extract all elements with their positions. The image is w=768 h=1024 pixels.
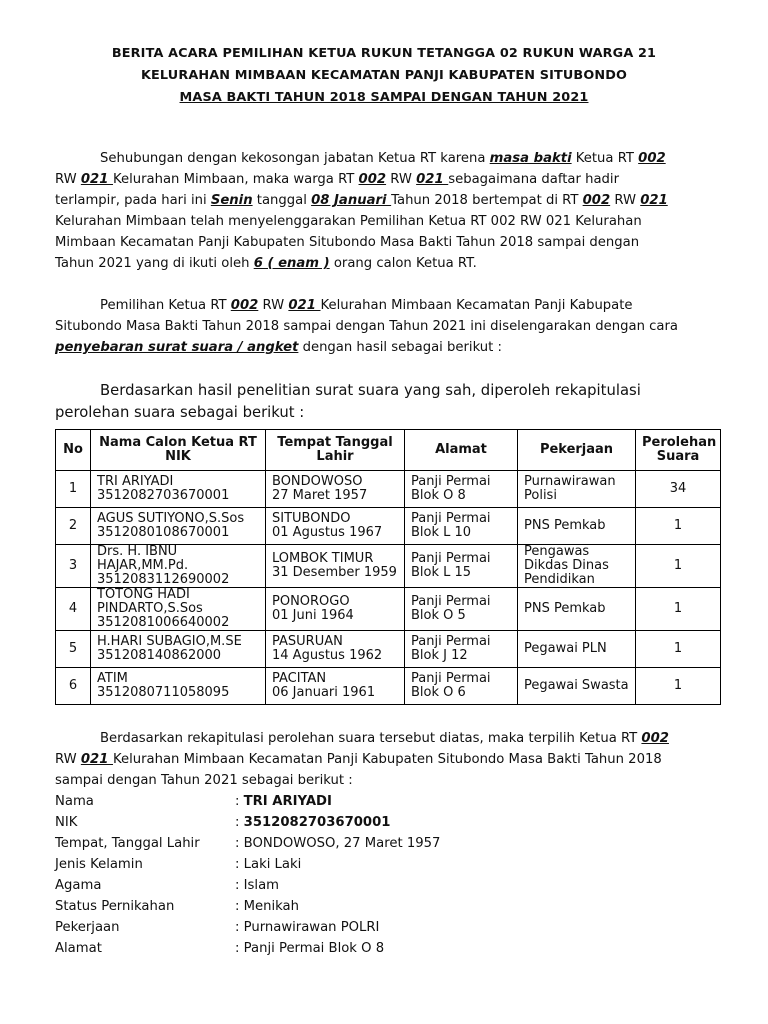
cell-alamat: [405, 668, 518, 705]
cell-no: 3: [56, 545, 91, 588]
doc-title-line-1: BERITA ACARA PEMILIHAN KETUA RUKUN TETANGGA 02 RUKUN WARGA 21: [111, 46, 657, 61]
detail-value: : Panji Permai Blok O 8: [235, 941, 385, 956]
detail-row: [55, 812, 715, 833]
cell-alamat: [405, 545, 518, 588]
detail-label: Pekerjaan: [55, 920, 120, 935]
cell-place-text: BONDOWOSO: [272, 474, 363, 489]
cell-place-text: SITUBONDO: [272, 511, 351, 526]
col-header-pekerjaan: Pekerjaan: [518, 430, 636, 471]
col-header-ttl: Tempat Tanggal Lahir: [266, 430, 405, 471]
cell-date-text: 31 Desember 1959: [272, 565, 397, 580]
cell-pekerjaan: Pengawas Dikdas Dinas Pendidikan: [518, 545, 636, 588]
cell-nik-text: 3512081006640002: [97, 615, 230, 630]
table-row: [56, 668, 721, 705]
cell-name-text: H.HARI SUBAGIO,M.SE: [97, 634, 242, 649]
cell-suara: 1: [636, 588, 721, 631]
cell-name-text: ATIM: [97, 671, 128, 686]
cell-place-text: LOMBOK TIMUR: [272, 551, 374, 566]
paragraph-hasil: Berdasarkan hasil penelitian surat suara yang sah, diperoleh rekapitulasi perolehan suara sebagai berikut :: [55, 382, 641, 421]
detail-label: Jenis Kelamin: [55, 857, 143, 872]
cell-name-text: TRI ARIYADI: [97, 474, 174, 489]
cell-address-line-1: Panji Permai: [411, 634, 491, 649]
cell-address-line-2: Blok O 5: [411, 608, 466, 623]
table-header-row: [56, 430, 721, 471]
cell-name-text: AGUS SUTIYONO,S.Sos: [97, 511, 245, 526]
cell-nama: [91, 471, 266, 508]
cell-pekerjaan: Pegawai Swasta: [518, 668, 636, 705]
cell-alamat: [405, 508, 518, 545]
cell-address-line-1: Panji Permai: [411, 594, 491, 609]
paragraph-terpilih: Berdasarkan rekapitulasi perolehan suara tersebut diatas, maka terpilih Ketua RT 002 RW 021 Kelurahan Mimbaan Kecamatan Panji Kabupaten Situbondo Masa Bakti Tahun 2018 sampai dengan Tahun 2021 sebagai berikut :: [55, 731, 669, 788]
elected-details: [55, 791, 715, 959]
detail-label: Agama: [55, 878, 102, 893]
detail-value: : 3512082703670001: [235, 815, 391, 830]
detail-label: Status Pernikahan: [55, 899, 175, 914]
cell-suara: 1: [636, 545, 721, 588]
cell-date-text: 27 Maret 1957: [272, 488, 368, 503]
cell-address-line-2: Blok O 8: [411, 488, 466, 503]
detail-label: Tempat, Tanggal Lahir: [55, 836, 200, 851]
cell-date-text: 06 Januari 1961: [272, 685, 376, 700]
cell-no: 5: [56, 631, 91, 668]
paragraph-intro: Sehubungan dengan kekosongan jabatan Ketua RT karena masa bakti Ketua RT 002 RW 021 Kelurahan Mimbaan, maka warga RT 002 RW 021 sebagaimana daftar hadir terlampir, pada hari ini Senin tanggal 08 Januari Tahun 2018 bertempat di RT 002 RW 021 Kelurahan Mimbaan telah menyelenggarakan Pemilihan Ketua RT 002 RW 021 Kelurahan Mimbaan Kecamatan Panji Kabupaten Situbondo Masa Bakti Tahun 2018 sampai dengan Tahun 2021 yang di ikuti oleh 6 ( enam ) orang calon Ketua RT.: [55, 151, 668, 271]
col-header-no: No: [56, 430, 91, 471]
cell-address-line-1: Panji Permai: [411, 474, 491, 489]
vote-recap-table: [55, 429, 721, 705]
col-header-nama: Nama Calon Ketua RT NIK: [91, 430, 266, 471]
detail-row: [55, 854, 715, 875]
cell-address-line-2: Blok J 12: [411, 648, 468, 663]
cell-ttl: [266, 588, 405, 631]
cell-nik-text: 3512083112690002: [97, 572, 230, 587]
cell-place-text: PASURUAN: [272, 634, 343, 649]
cell-address-line-2: Blok L 10: [411, 525, 472, 540]
cell-alamat: [405, 588, 518, 631]
cell-address-line-1: Panji Permai: [411, 551, 491, 566]
cell-address-line-2: Blok L 15: [411, 565, 472, 580]
table-row: [56, 588, 721, 631]
table-row: [56, 631, 721, 668]
detail-label: Nama: [55, 794, 94, 809]
col-header-suara: Perolehan Suara: [636, 430, 721, 471]
cell-suara: 1: [636, 631, 721, 668]
col-header-alamat: Alamat: [405, 430, 518, 471]
detail-row: [55, 791, 715, 812]
paragraph-pemilihan: Pemilihan Ketua RT 002 RW 021 Kelurahan Mimbaan Kecamatan Panji Kabupate Situbondo Masa Bakti Tahun 2018 sampai dengan Tahun 2021 ini diselengarakan dengan cara penyebaran surat suara / angket dengan hasil sebagai berikut :: [55, 298, 678, 355]
cell-nama: [91, 668, 266, 705]
cell-ttl: [266, 631, 405, 668]
cell-nik-text: 3512082703670001: [97, 488, 230, 503]
detail-value: : Islam: [235, 878, 279, 893]
detail-value: : Laki Laki: [235, 857, 302, 872]
cell-ttl: [266, 668, 405, 705]
detail-row: [55, 896, 715, 917]
cell-suara: 1: [636, 508, 721, 545]
detail-value: : BONDOWOSO, 27 Maret 1957: [235, 836, 441, 851]
cell-nama: [91, 588, 266, 631]
cell-no: 1: [56, 471, 91, 508]
cell-nama: [91, 545, 266, 588]
detail-label: NIK: [55, 815, 78, 830]
cell-no: 4: [56, 588, 91, 631]
cell-pekerjaan: Purnawirawan Polisi: [518, 471, 636, 508]
cell-alamat: [405, 471, 518, 508]
cell-address-line-1: Panji Permai: [411, 671, 491, 686]
detail-value: : Purnawirawan POLRI: [235, 920, 380, 935]
cell-place-text: PONOROGO: [272, 594, 350, 609]
detail-row: [55, 917, 715, 938]
cell-pekerjaan: Pegawai PLN: [518, 631, 636, 668]
cell-nik-text: 3512080711058095: [97, 685, 230, 700]
cell-nik-text: 351208140862000: [97, 648, 222, 663]
cell-name-text: Drs. H. IBNU HAJAR,MM.Pd.: [97, 544, 189, 573]
cell-no: 2: [56, 508, 91, 545]
cell-alamat: [405, 631, 518, 668]
cell-address-line-1: Panji Permai: [411, 511, 491, 526]
cell-address-line-2: Blok O 6: [411, 685, 466, 700]
cell-suara: 1: [636, 668, 721, 705]
cell-no: 6: [56, 668, 91, 705]
cell-date-text: 01 Agustus 1967: [272, 525, 383, 540]
detail-label: Alamat: [55, 941, 102, 956]
detail-row: [55, 833, 715, 854]
detail-row: [55, 938, 715, 959]
cell-nama: [91, 508, 266, 545]
doc-title-line-2: KELURAHAN MIMBAAN KECAMATAN PANJI KABUPATEN SITUBONDO: [140, 68, 628, 83]
cell-pekerjaan: PNS Pemkab: [518, 508, 636, 545]
cell-date-text: 14 Agustus 1962: [272, 648, 383, 663]
cell-suara: 34: [636, 471, 721, 508]
cell-date-text: 01 Juni 1964: [272, 608, 354, 623]
table-row: [56, 508, 721, 545]
detail-value: : TRI ARIYADI: [235, 794, 332, 809]
doc-title-line-3: MASA BAKTI TAHUN 2018 SAMPAI DENGAN TAHUN 2021: [179, 90, 589, 105]
cell-place-text: PACITAN: [272, 671, 327, 686]
cell-pekerjaan: PNS Pemkab: [518, 588, 636, 631]
cell-nik-text: 3512080108670001: [97, 525, 230, 540]
cell-name-text: TOTONG HADI PINDARTO,S.Sos: [97, 587, 203, 616]
table-row: [56, 545, 721, 588]
cell-nama: [91, 631, 266, 668]
detail-value: : Menikah: [235, 899, 299, 914]
cell-ttl: [266, 471, 405, 508]
table-row: [56, 471, 721, 508]
detail-row: [55, 875, 715, 896]
cell-ttl: [266, 508, 405, 545]
cell-ttl: [266, 545, 405, 588]
